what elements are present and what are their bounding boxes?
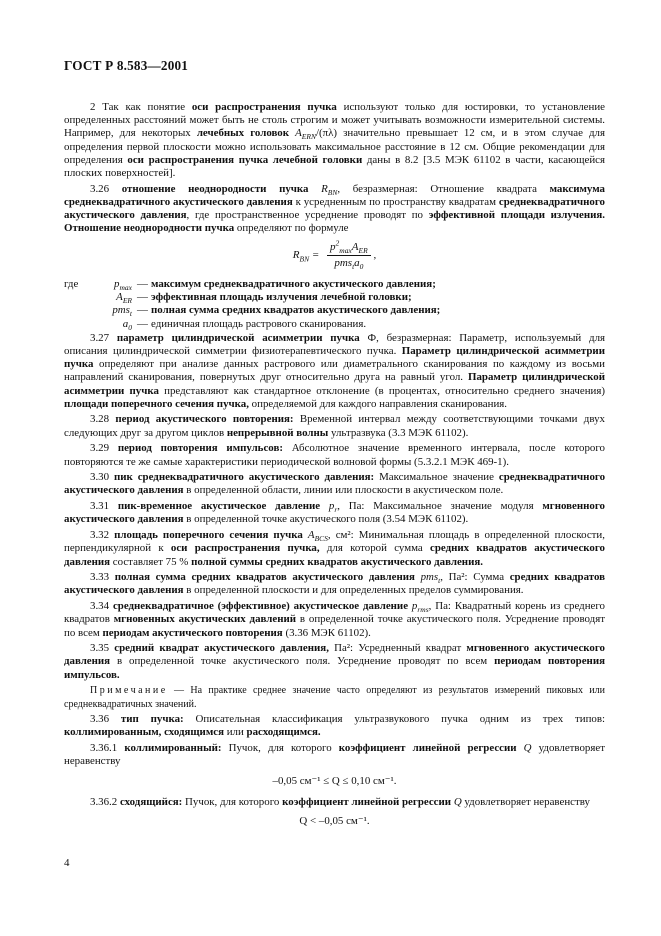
paragraph-3-30: 3.30 пик среднеквадратичного акустического давления: Максимальное значение среднеквадратичного акустического давления в определенной области, линии или плоскости в акустическом поле. <box>64 471 606 497</box>
paragraph-3-36-1: 3.36.1 коллимированный: Пучок, для которого коэффициент линейной регрессии Q удовлетворяет неравенству <box>64 742 605 768</box>
formula-definitions <box>64 278 440 331</box>
definition-row: pms$_t$ — полная сумма средних квадратов акустического давления; <box>112 304 441 319</box>
paragraph-3-27: 3.27 параметр цилиндрической асимметрии пучка Ф, безразмерная: Параметр, используемый для описания цилиндрической симметрии физиотерапевтического пучка. Параметр цилиндрической асимметрии пучка определяют при анализе данных растрового или диаметрального сканирования по каждому из восьми направлений сканирования, повернутых друг относительно друга на равный угол. Параметр цилиндрической асимметрии пучка представляют как стандартное отклонение (в процентах, относительно среднего значения) площади поперечного сечения пучка, определяемой для каждого направления сканирования. <box>64 331 606 410</box>
definition-row: $a_0$ — единичная площадь растрового сканирования. <box>122 317 367 332</box>
paragraph-3-29: 3.29 период повторения импульсов: Абсолютное значение временного интервала, после которого повторяются те же самые характеристики периодической волновой формы (5.3.2.1 МЭК 469-1). <box>64 442 605 468</box>
standard-header: ГОСТ Р 8.583—2001 <box>64 58 189 73</box>
paragraph-3-33: 3.33 полная сумма средних квадратов акустического давления pms$_t$, Па²: Сумма средних квадратов акустического давления в определенной плоскости и для определенных пределов суммирования. <box>64 571 606 597</box>
definition-row: $A_{ER}$ — эффективная площадь излучения лечебной головки; <box>116 291 412 306</box>
paragraph-3-36-2: 3.36.2 сходящийся: Пучок, для которого коэффициент линейной регрессии Q удовлетворяет неравенству <box>90 795 590 808</box>
paragraph-3-35: 3.35 средний квадрат акустического давления, Па²: Усредненный квадрат мгновенного акустического давления в определенной точке акустического поля. Усреднение проводят по всем периодам повторения импульсов. <box>64 642 605 681</box>
paragraph-3-26: 3.26 отношение неоднородности пучка $R_{BN}$, безразмерная: Отношение квадрата максимума среднеквадратичного акустического давления к усредненным по пространству квадратам среднеквадратичного акустического давления, где пространственное усреднение проводят по эффективной площади излучения. Отношение неоднородности пучка определяют по формуле <box>64 182 605 235</box>
inequality-collimated: –0,05 см⁻¹ ≤ Q ≤ 0,10 см⁻¹. <box>272 774 397 787</box>
formula-rbn: $R_{BN}$ = $\frac{p^2_{max}A_{ER}}{pms_ta_0}$ , <box>292 237 377 271</box>
paragraph-3-31: 3.31 пик-временное акустическое давление $p_r$, Па: Максимальное значение модуля мгновенного акустического давления в определенной точке акустического поля (3.54 МЭК 61102). <box>64 500 605 526</box>
paragraph-note-2: 2 Так как понятие оси распространения пучка используют только для юстировки, то установление определенных расстояний может быть не столь строгим и может учитывать возможности измерительной системы. Например, для некоторых лечебных головок $A_{ERN}/(\pi\lambda)$ значительно превышает 12 см, и в этом случае для определения первой плоскости можно использовать максимальное расстояние в 12 см. Общие рекомендации для определения оси распространения пучка лечебной головки даны в 8.2 [3.5 МЭК 61102 в части, касающейся плоских поверхностей]. <box>64 101 605 180</box>
page-number: 4 <box>64 857 70 869</box>
paragraph-3-28: 3.28 период акустического повторения: Временной интервал между соответствующими точками двух следующих друг за другом циклов непрерывной волны ультразвука (3.3 МЭК 61102). <box>64 413 606 439</box>
paragraph-3-34: 3.34 среднеквадратичное (эффективное) акустическое давление $p_{rms}$, Па: Квадратный корень из среднего квадратов мгновенных акустических давлений в определенной точке акустического поля. Усреднение проводят по всем периодам акустического повторения (3.36 МЭК 61102). <box>64 600 605 639</box>
document-body <box>64 101 605 836</box>
inequality-converging: Q < –0,05 см⁻¹. <box>299 814 370 827</box>
definition-row: где $p_{max}$ — максимум среднеквадратичного акустического давления; <box>64 277 436 293</box>
paragraph-3-36: 3.36 тип пучка: Описательная классификация ультразвукового пучка одним из трех типов: коллимированным, сходящимся или расходящимся. <box>64 713 606 739</box>
paragraph-3-32: 3.32 площадь поперечного сечения пучка $A_{BCS}$, см²: Минимальная площадь в определенной плоскости, перпендикулярной к оси распространения пучка, для которой сумма средних квадратов акустического давления составляет 75 % полной суммы средних квадратов акустического давления. <box>64 529 605 568</box>
note-paragraph: Примечание — На практике среднее значение часто определяют из результатов измерений пиковых или среднеквадратичных значений. <box>64 685 605 710</box>
